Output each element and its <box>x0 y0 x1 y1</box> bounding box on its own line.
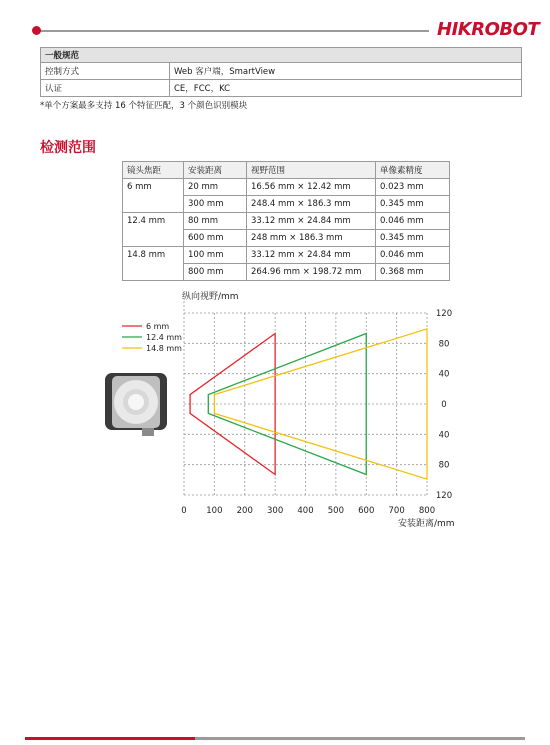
chart-ticks <box>181 309 452 516</box>
fov-cell: 16.56 mm × 12.42 mm <box>247 179 376 196</box>
legend-label: 6 mm <box>146 322 170 331</box>
fov-cell: 33.12 mm × 24.84 mm <box>247 213 376 230</box>
range-header-row <box>123 162 450 179</box>
distance-cell: 80 mm <box>184 213 247 230</box>
x-tick-label: 400 <box>297 506 314 516</box>
camera-illustration <box>105 373 167 436</box>
x-tick-label: 300 <box>267 506 284 516</box>
column-header: 安装距离 <box>184 162 247 179</box>
spec-label: 认证 <box>41 80 170 97</box>
x-tick-label: 200 <box>236 506 253 516</box>
precision-cell: 0.023 mm <box>376 179 450 196</box>
focal-length-cell: 14.8 mm <box>123 247 184 281</box>
header-rule <box>37 30 429 32</box>
general-spec-table <box>40 47 522 97</box>
y-tick-label: 40 <box>438 369 450 380</box>
distance-cell: 300 mm <box>184 196 247 213</box>
y-axis-label: 纵向视野/mm <box>182 292 239 302</box>
y-tick-label: 120 <box>435 309 453 319</box>
spec-value: CE，FCC，KC <box>170 80 522 97</box>
x-tick-label: 600 <box>358 506 375 516</box>
focal-length-cell: 6 mm <box>123 179 184 213</box>
x-tick-label: 100 <box>206 506 223 516</box>
y-tick-label: 120 <box>435 491 453 501</box>
general-spec-header-row <box>41 48 522 63</box>
y-tick-label: 80 <box>438 460 450 471</box>
detection-range-table <box>122 161 450 281</box>
spec-value: Web 客户端，SmartView <box>170 63 522 80</box>
x-tick-label: 500 <box>327 506 344 516</box>
precision-cell: 0.368 mm <box>376 264 450 281</box>
general-spec-header: 一般规范 <box>41 48 522 63</box>
column-header: 单像素精度 <box>376 162 450 179</box>
y-tick-label: 0 <box>441 400 447 410</box>
precision-cell: 0.046 mm <box>376 213 450 230</box>
precision-cell: 0.345 mm <box>376 230 450 247</box>
spec-footnote: *单个方案最多支持 16 个特征匹配，3 个颜色识别模块 <box>40 101 248 111</box>
header-dot <box>32 26 41 35</box>
distance-cell: 600 mm <box>184 230 247 247</box>
legend-label: 14.8 mm <box>146 344 182 353</box>
fov-cell: 248 mm × 186.3 mm <box>247 230 376 247</box>
table-row <box>123 213 450 230</box>
section-title: 检测范围 <box>40 140 96 156</box>
x-tick-label: 0 <box>181 506 187 516</box>
brand-logo: HIKROBOT <box>437 19 540 40</box>
x-tick-label: 800 <box>418 506 436 516</box>
spec-label: 控制方式 <box>41 63 170 80</box>
fov-cell: 248.4 mm × 186.3 mm <box>247 196 376 213</box>
distance-cell: 100 mm <box>184 247 247 264</box>
fov-cell: 264.96 mm × 198.72 mm <box>247 264 376 281</box>
distance-cell: 800 mm <box>184 264 247 281</box>
field-of-view-chart <box>100 285 470 535</box>
precision-cell: 0.345 mm <box>376 196 450 213</box>
table-row <box>41 80 522 97</box>
footer-accent <box>25 737 195 740</box>
column-header: 视野范围 <box>247 162 376 179</box>
chart-legend <box>122 322 182 353</box>
table-row <box>123 179 450 196</box>
table-row <box>41 63 522 80</box>
x-tick-label: 700 <box>388 506 405 516</box>
fov-cell: 33.12 mm × 24.84 mm <box>247 247 376 264</box>
y-tick-label: 40 <box>438 430 450 441</box>
column-header: 镜头焦距 <box>123 162 184 179</box>
legend-label: 12.4 mm <box>146 333 182 342</box>
x-axis-label: 安装距离/mm <box>398 519 455 529</box>
y-tick-label: 80 <box>438 339 450 350</box>
precision-cell: 0.046 mm <box>376 247 450 264</box>
table-row <box>123 247 450 264</box>
distance-cell: 20 mm <box>184 179 247 196</box>
focal-length-cell: 12.4 mm <box>123 213 184 247</box>
